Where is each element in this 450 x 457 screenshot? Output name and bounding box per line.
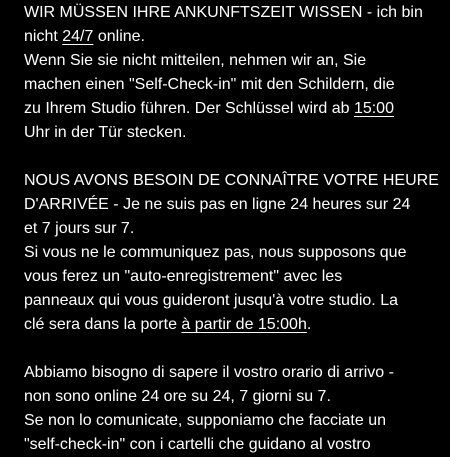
german-line-3: [24, 49, 444, 73]
italian-heading: Abbiamo bisogno di sapere il vostro orario di arrivo -: [24, 364, 394, 381]
german-text: machen einen "Self-Check-in" mit den Schildern, die: [24, 76, 395, 93]
german-line-5: [24, 97, 444, 121]
french-text: clé sera dans la porte: [24, 316, 182, 333]
french-line-5: [24, 265, 444, 289]
french-line-7: [24, 313, 444, 337]
time-link[interactable]: à partir de 15:00h: [181, 316, 307, 333]
time-link[interactable]: 15:00: [353, 100, 394, 117]
german-line-6: [24, 121, 444, 145]
german-text: online.: [93, 28, 145, 45]
french-line-2: [24, 193, 444, 217]
italian-line-4: [24, 433, 444, 457]
italian-text: non sono online 24 ore su 24, 7 giorni su 7.: [24, 388, 331, 405]
italian-line-1: [24, 361, 444, 385]
italian-text: Se non lo comunicate, supponiamo che facciate un: [24, 412, 387, 429]
french-text: vous ferez un "auto-enregistrement" avec les: [24, 268, 343, 285]
availability-link[interactable]: 24/7: [62, 28, 94, 45]
french-text: Si vous ne le communiquez pas, nous supposons que: [24, 244, 407, 261]
german-line-4: [24, 73, 444, 97]
french-line-6: [24, 289, 444, 313]
german-text: nicht: [24, 28, 63, 45]
paragraph-gap: [24, 337, 444, 361]
german-text: zu Ihrem Studio führen. Der Schlüssel wird ab: [24, 100, 354, 117]
german-line-2: [24, 25, 444, 49]
message-text: [24, 1, 444, 457]
french-heading: NOUS AVONS BESOIN DE CONNAÎTRE VOTRE HEURE: [24, 172, 439, 189]
german-line-1: [24, 1, 444, 25]
french-line-4: [24, 241, 444, 265]
german-text: Wenn Sie sie nicht mitteilen, nehmen wir an, Sie: [24, 52, 367, 69]
french-text: D'ARRIVÉE - Je ne suis pas en ligne 24 heures sur 24: [24, 196, 411, 213]
german-text: Uhr in der Tür stecken.: [24, 124, 187, 141]
french-text: et 7 jours sur 7.: [24, 220, 135, 237]
italian-line-2: [24, 385, 444, 409]
french-line-3: [24, 217, 444, 241]
paragraph-gap: [24, 145, 444, 169]
german-heading: WIR MÜSSEN IHRE ANKUNFTSZEIT WISSEN - ich bin: [24, 4, 423, 21]
french-line-1: [24, 169, 444, 193]
italian-line-3: [24, 409, 444, 433]
italian-text: "self-check-in" con i cartelli che guidano al vostro: [24, 436, 371, 453]
french-text: panneaux qui vous guideront jusqu'à votre studio. La: [24, 292, 398, 309]
french-text: .: [306, 316, 312, 333]
